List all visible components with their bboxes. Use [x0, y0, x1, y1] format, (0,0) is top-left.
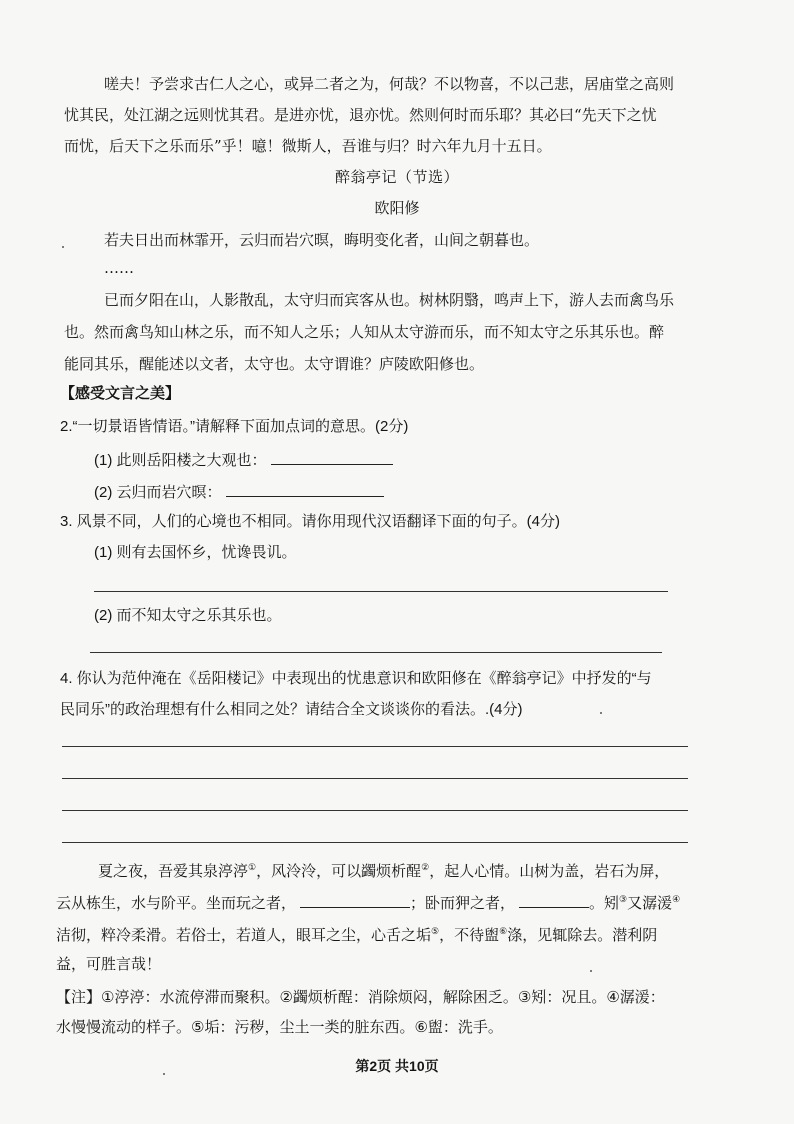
passage3-blank-1[interactable] — [300, 893, 410, 908]
q3-item1: (1) 则有去国怀乡，忧谗畏讥。 — [94, 544, 297, 561]
passage2-title: 醉翁亭记（节选） — [334, 168, 459, 186]
passage3-line3 — [56, 922, 657, 945]
passage1-line1: 嗟夫！予尝求古仁人之心，或异二者之为，何哉？不以物喜，不以己悲，居庙堂之高则 — [104, 75, 675, 93]
passage3-line2-a: 云从栋生，水与阶平。坐而玩之者， — [56, 894, 297, 912]
scan-speck — [163, 1073, 165, 1075]
passage1-line2: 忧其民，处江湖之远则忧其君。是进亦忧，退亦忧。然则何时而乐耶？其必曰“先天下之忧 — [64, 106, 657, 124]
note-mark-1: ① — [248, 863, 257, 873]
note-mark-4: ④ — [672, 895, 681, 905]
passage2-line3: 也。然而禽鸟知山林之乐，而不知人之乐；人知从太守游而乐，而不知太守之乐其乐也。醉 — [64, 323, 665, 341]
page-footer: 第2页 共10页 — [355, 1058, 439, 1074]
passage3-line3-c: 涤，见辄除去。潜利阴 — [507, 926, 658, 944]
q2-item2-label: (2) 云归而岩穴暝： — [94, 484, 222, 501]
annotation-line2: 水慢慢流动的样子。⑤垢：污秽，尘土一类的脏东西。⑥盥：洗手。 — [56, 1019, 503, 1036]
q3-item1-answer-line[interactable] — [94, 591, 668, 592]
note-mark-6: ⑥ — [499, 927, 508, 937]
passage3-line1-a: 夏之夜，吾爱其泉渟渟 — [98, 862, 249, 880]
passage3-line3-b: ，不待盥 — [439, 926, 500, 944]
passage3-line2-c: 。矧 — [589, 894, 620, 912]
annotation-line1: 【注】①渟渟：水流停滞而聚积。②蠲烦析酲：消除烦闷，解除困乏。③矧：况且。④潺湲： — [56, 989, 665, 1006]
scan-speck — [62, 246, 64, 248]
q4-answer-line-1[interactable] — [62, 746, 688, 747]
q4-line2: 民同乐”的政治理想有什么相同之处？请结合全文谈谈你的看法。.(4分) — [60, 701, 523, 718]
passage3-line3-a: 洁彻，粹冷柔滑。若俗士，若道人，眼耳之尘，心舌之垢 — [56, 926, 432, 944]
note-mark-3: ③ — [619, 895, 628, 905]
q3-stem: 3. 风景不同，人们的心境也不相同。请你用现代汉语翻译下面的句子。(4分) — [60, 513, 561, 530]
scan-speck — [600, 712, 602, 714]
passage3-line4: 益，可胜言哉！ — [56, 955, 162, 973]
passage3-line1-c: ，起人心情。山树为盖，岩石为屏， — [429, 862, 670, 880]
section-heading: 【感受文言之美】 — [60, 385, 181, 402]
passage2-line4: 能同其乐，醒能述以文者，太守也。太守谓谁？庐陵欧阳修也。 — [64, 355, 485, 373]
note-mark-2: ② — [421, 863, 430, 873]
q2-item1 — [94, 450, 393, 471]
q2-stem: 2.“一切景语皆情语。”请解释下面加点词的意思。(2分) — [60, 418, 409, 435]
scan-speck — [590, 970, 592, 972]
q4-line1: 4. 你认为范仲淹在《岳阳楼记》中表现出的忧患意识和欧阳修在《醉翁亭记》中抒发的“与 — [60, 670, 652, 687]
q4-answer-line-4[interactable] — [62, 842, 688, 843]
passage3-line1 — [98, 858, 669, 881]
passage3-line1-b: ，风泠泠，可以蠲烦析酲 — [256, 862, 422, 880]
passage3-blank-2[interactable] — [519, 893, 589, 908]
q2-item1-label: (1) 此则岳阳楼之大观也： — [94, 452, 267, 469]
q3-item2: (2) 而不知太守之乐其乐也。 — [94, 607, 282, 624]
q2-item1-blank[interactable] — [271, 450, 393, 465]
q2-item2-blank[interactable] — [226, 482, 384, 497]
q3-item2-answer-line[interactable] — [90, 652, 662, 653]
passage3-line2 — [56, 890, 680, 913]
passage3-line2-d: 又潺湲 — [627, 894, 673, 912]
passage2-line1: 若夫日出而林霏开，云归而岩穴暝，晦明变化者，山间之朝暮也。 — [104, 231, 540, 249]
q2-item2 — [94, 482, 384, 503]
q4-answer-line-2[interactable] — [62, 778, 688, 779]
passage3-line2-b: ；卧而狎之者， — [410, 894, 516, 912]
note-mark-5: ⑤ — [431, 927, 440, 937]
passage1-line3: 而忧，后天下之乐而乐”乎！噫！微斯人，吾谁与归？时六年九月十五日。 — [64, 137, 552, 155]
q4-answer-line-3[interactable] — [62, 810, 688, 811]
passage2-author: 欧阳修 — [374, 199, 420, 217]
passage2-ellipsis: …… — [104, 259, 134, 277]
passage2-line2: 已而夕阳在山，人影散乱，太守归而宾客从也。树林阴翳，鸣声上下，游人去而禽鸟乐 — [104, 291, 675, 309]
